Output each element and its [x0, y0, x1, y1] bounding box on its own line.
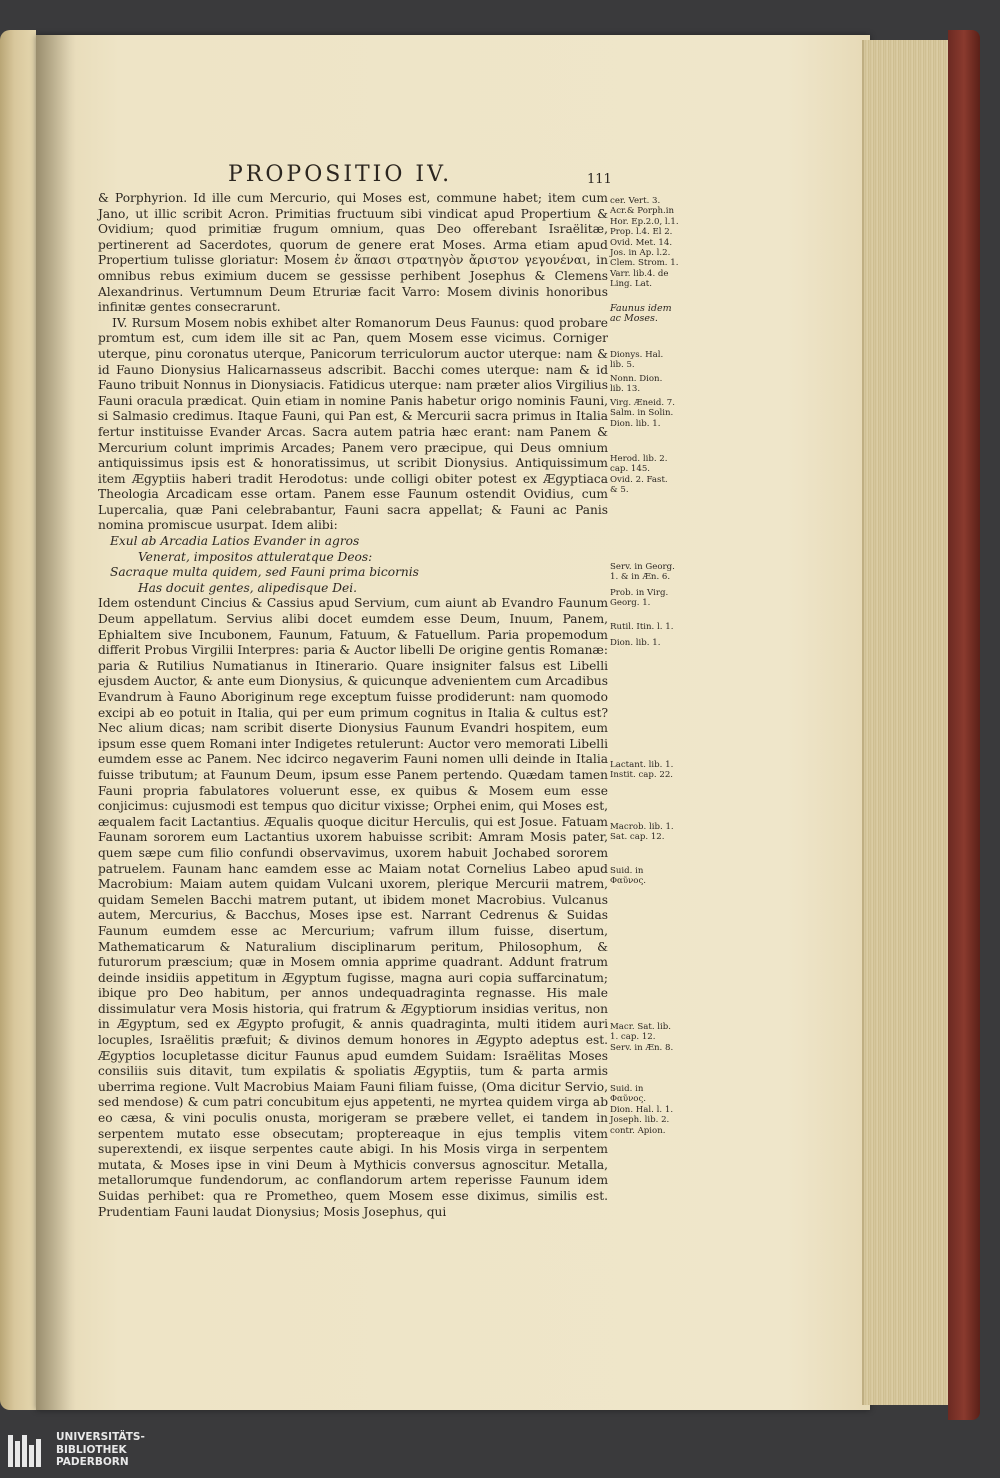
page-header	[228, 162, 628, 192]
margin-note: cer. Vert. 3. Acr.& Porph.in Hor. Ep.2.0, l.1. Prop. l.4. El 2. Ovid. Met. 14. Jos. in Ap. l.2. Clem. Strom. 1. Varr. lib.4. de Ling. Lat.	[610, 196, 679, 290]
margin-note: Herod. lib. 2. cap. 145. Ovid. 2. Fast. & 5.	[610, 454, 668, 496]
margin-note: Suid. in Φαῦνος.	[610, 866, 647, 887]
page-number: 111	[587, 172, 612, 187]
verse-line: Exul ab Arcadia Latios Evander in agros	[110, 534, 360, 549]
page-gutter-shadow	[36, 35, 76, 1410]
library-logo	[6, 1429, 166, 1471]
left-page-edge	[0, 30, 36, 1410]
margin-note: Lactant. lib. 1. Instit. cap. 22.	[610, 760, 674, 781]
paragraph: Idem ostendunt Cincius & Cassius apud Servium, cum aiunt ab Evandro Faunum Deum appellatum. Servius alibi docet eumdem esse Deum, Inuum, Panem, Ephialtem sive Incubonem, Faunum, Fatuum, & Fatuellum. Paria propemodum differit Probus Virgilii Interpres: paria & Auctor libelli De origine gentis Romanæ: paria & Rutilius Numatianus in Itinerario. Quare insigniter falsus est Libelli ejusdem Auctor, & ante eum Dionysius, & quicunque advenientem cum Arcadibus Evandrum à Fauno Aboriginum rege exceptum fuisse prodiderunt: nam quomodo excipi ab eo potuit in Italia, qui per eum primum cognitus in Italia & cultus est? Nec alium dicas; nam scribit diserte Dionysius Faunum Evandri hospitem, eum ipsum esse quem Romani inter Indigetes retulerunt: Auctor vero memorati Libelli eumdem esse ac Panem. Nec idcirco negaverim Fauni nomen ulli deinde in Italia fuisse tributum; at Faunum Deum, ipsum esse Panem pertendo. Quædam tamen Fauni propria fabulatores voluerunt esse, ex quibus & Mosem eum esse conjicimus: cujusmodi est tempus quo dicitur vixisse; Orphei enim, qui Moses est, æqualem facit Lactantius. Æqualis quoque dicitur Herculis, qui est Josue. Fatuam Faunam sororem eum Lactantius uxorem habuisse scribit: Amram Mosis pater, quem sæpe cum filio confundi observavimus, uxorem habuit Jochabed sororem patruelem. Faunam hanc eamdem esse ac Maiam notat Cornelius Labeo apud Macrobium: Maiam autem quidam Vulcani uxorem, plerique Mercurii matrem, quidam Semelen Bacchi matrem putant, ut ibidem monet Macrobius. Vulcanus autem, Mercurius, & Bacchus, Moses ipse est. Narrant Cedrenus & Suidas Faunum eumdem esse ac Mercurium; vafrum illum fuisse, disertum, Mathematicarum & Naturalium disciplinarum peritum, Philosophum, & futurorum præscium; quæ in Mosem omnia apprime quadrant. Addunt fratrum deinde insidiis appetitum in Ægyptum fugisse, magna auri copia suffarcinatum; ibique pro Deo habitum, per annos undequadraginta regnasse. His male dissimulatur vera Mosis historia, qui fratrum & Ægyptiorum insidias veritus, non in Ægyptum, sed ex Ægypto profugit, & annis quadraginta, multi itidem auri locuples, Israëlitis præfuit; & divinos demum honores in Ægypto adeptus est. Ægyptios locupletasse dicitur Faunus apud eumdem Suidam: Israëlitas Moses consiliis suis ditavit, tum expilatis & spoliatis Ægyptiis, tum & parta armis uberrima regione. Vult Macrobius Maiam Fauni filiam fuisse, (Oma dicitur Servio, sed mendose) & cum patri concubitum ejus appetenti, ne myrtea quidem virga ab eo cæsa, & vini poculis onusta, morigeram se præbere vellet, ei tandem in serpentem mutato esse obsecutam; proptereaque in ejus templis vitem superextendi, ex iisque serpentes caute abigi. In his Mosis virga in serpentem mutata, & Moses ipse in vini Deum à Mythicis conversus agnoscitur. Metalla, metallorumque fundendorum, ac conflandorum artem reperisse Faunum idem Suidas perhibet: qua re Prometheo, quem Mosem esse diximus, similis est. Prudentiam Fauni laudat Dionysius; Mosis Josephus, qui	[98, 596, 608, 1219]
verse-line: Sacraque multa quidem, sed Fauni prima bicornis	[110, 565, 419, 580]
margin-note: Suid. in Φαῦνος. Dion. Hal. l. 1. Joseph. lib. 2. contr. Apion.	[610, 1084, 674, 1136]
book-cover	[948, 30, 980, 1420]
margin-note: Prob. in Virg. Georg. 1.	[610, 588, 669, 609]
margin-note: Serv. in Georg. 1. & in Æn. 6.	[610, 562, 675, 583]
verse-quotation	[110, 534, 608, 596]
margin-note: Macr. Sat. lib. 1. cap. 12. Serv. in Æn. 8.	[610, 1022, 674, 1053]
paragraph: IV. Rursum Mosem nobis exhibet alter Romanorum Deus Faunus: quod probare promtum est, cum idem ille sit ac Pan, quem Mosem esse vicimus. Corniger uterque, pinu coronatus uterque, Panicorum terriculorum auctor uterque: nam & id Fauno Dionysius Halicarnasseus adscribit. Bacchi comes uterque: nam & id Fauno tribuit Nonnus in Dionysiacis. Fatidicus uterque: nam præter alios Virgilius Fauni oracula prædicat. Quin etiam in nomine Panis habetur origo nominis Fauni, si Salmasio credimus. Itaque Fauni, qui Pan est, & Mercurii sacra primus in Italia fertur instituisse Evander Arcas. Sacra autem patria hæc erant: nam Panem & Mercurium colunt imprimis Arcades; Panem vero præcipue, qui Deus omnium antiquissimus ipsis est & honoratissimus, ut scribit Dionysius. Antiquissimum item Ægyptiis haberi tradit Herodotus: unde colligi obiter potest ex Ægyptiaca Theologia Arcadicam esse ortam. Panem esse Faunum ostendit Ovidius, cum Lupercalia, quæ Pani celebrabantur, Fauni sacra appellat; & Fauni ac Panis nomina promiscue usurpat. Idem alibi:	[98, 315, 608, 533]
margin-note: Dionys. Hal. lib. 5.	[610, 350, 664, 371]
margin-note: Dion. lib. 1.	[610, 638, 661, 648]
running-title: PROPOSITIO IV.	[228, 162, 453, 187]
margin-note: Macrob. lib. 1. Sat. cap. 12.	[610, 822, 674, 843]
margin-note: Virg. Æneid. 7. Salm. in Solin. Dion. lib. 1.	[610, 398, 676, 429]
paragraph: & Porphyrion. Id ille cum Mercurio, qui Moses est, commune habet; item cum Jano, ut illic scribit Acron. Primitias fructuum sibi vindicat apud Propertium & Ovidium; quod primitiæ frugum omnium, quas Deo offerebant Israëlitæ, pertinerent ad Sacerdotes, quorum de genere erat Moses. Arma etiam apud Propertium tulisse gloriatur: Mosem ἐν ἅπασι στρατηγὸν ἄριστον γεγονέναι, in omnibus rebus eximium ducem se gessisse perhibent Josephus & Clemens Alexandrinus. Vertumnum Deum Etruriæ facit Varro: Mosem divinis honoribus infinitæ gentes consecrarunt.	[98, 191, 608, 315]
margin-note: Nonn. Dion. lib. 13.	[610, 374, 663, 395]
verse-line: Venerat, impositos attuleratque Deos:	[138, 549, 373, 564]
library-logo-icon	[6, 1431, 48, 1471]
library-logo-text: UNIVERSITÄTS- BIBLIOTHEK PADERBORN	[56, 1431, 145, 1468]
body-text	[98, 191, 608, 1220]
verse-line: Has docuit gentes, alipedisque Dei.	[138, 580, 358, 595]
margin-note: Faunus idem ac Moses.	[610, 303, 672, 325]
margin-note: Rutil. Itin. l. 1.	[610, 622, 674, 632]
